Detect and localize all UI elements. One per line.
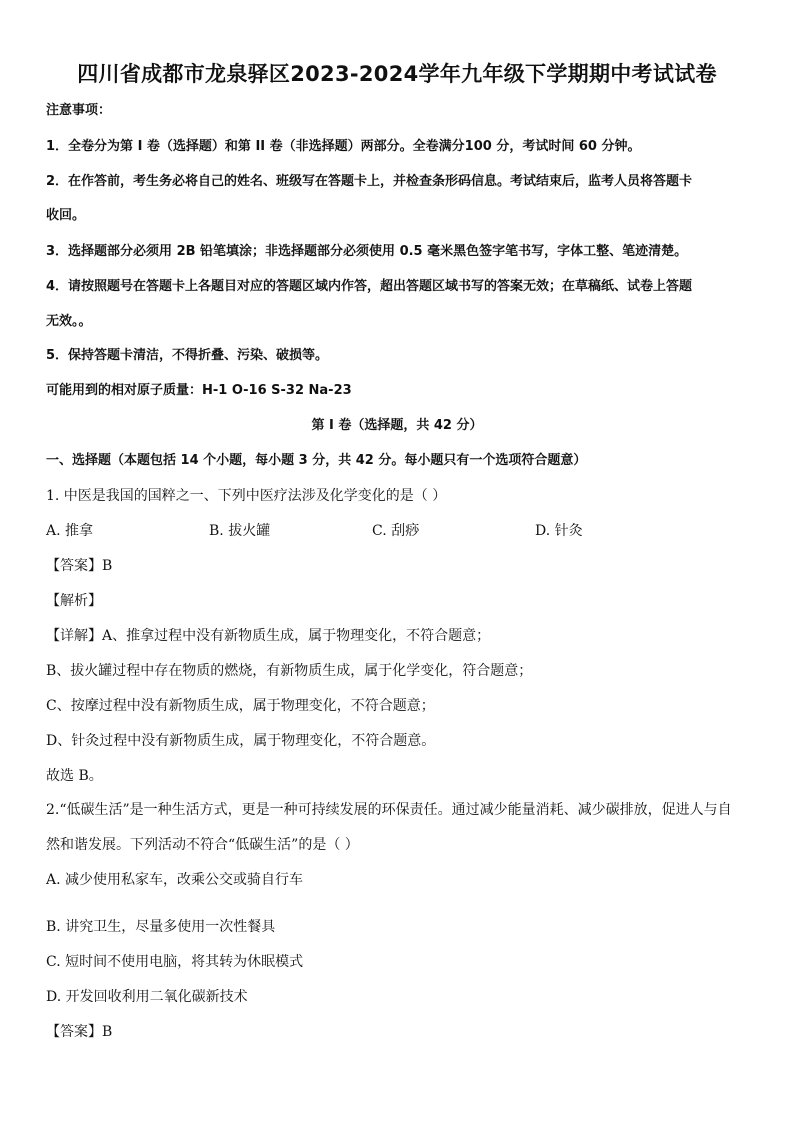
notice-item-4-cont: 无效。。 (46, 314, 92, 329)
notice-item-4: 4．请按照题号在答题卡上各题目对应的答题区域内作答，超出答题区域书写的答案无效；在草稿纸、试卷上答题 (46, 279, 693, 294)
question-2-option-a: A. 减少使用私家车，改乘公交或骑自行车 (46, 872, 304, 888)
question-1-analysis-heading: 【解析】 (46, 593, 102, 609)
notice-item-5: 5．保持答题卡清洁，不得折叠、污染、破损等。 (46, 348, 329, 363)
notice-item-2-cont: 收回。 (46, 208, 86, 223)
question-1-detail-4: D、针灸过程中没有新物质生成，属于物理变化，不符合题意。 (46, 733, 436, 749)
question-1-detail-2: B、拔火罐过程中存在物质的燃烧，有新物质生成，属于化学变化，符合题意； (46, 663, 533, 679)
question-2-option-b: B. 讲究卫生，尽量多使用一次性餐具 (46, 919, 276, 935)
notice-item-3: 3．选择题部分必须用 2B 铅笔填涂；非选择题部分必须使用 0.5 毫米黑色签字笔书写，字体工整、笔迹清楚。 (46, 244, 688, 259)
question-2-option-c: C. 短时间不使用电脑，将其转为休眠模式 (46, 954, 304, 970)
question-1-detail-1: 【详解】A、推拿过程中没有新物质生成，属于物理变化，不符合题意； (46, 628, 491, 644)
notice-item-1: 1．全卷分为第 I 卷（选择题）和第 II 卷（非选择题）两部分。全卷满分100 分，考试时间 60 分钟。 (46, 139, 641, 154)
question-1-option-c: C. 刮痧 (372, 523, 420, 539)
question-1-stem: 1. 中医是我国的国粹之一、下列中医疗法涉及化学变化的是（ ） (46, 488, 447, 504)
notice-heading: 注意事项： (46, 103, 112, 118)
notice-item-2: 2．在作答前，考生务必将自己的姓名、班级写在答题卡上，并检查条形码信息。考试结束后，监考人员将答题卡 (46, 174, 693, 189)
question-1-detail-3: C、按摩过程中没有新物质生成，属于物理变化，不符合题意； (46, 698, 435, 714)
question-1-option-a: A. 推拿 (46, 523, 94, 539)
atomic-mass-note: 可能用到的相对原子质量：H-1 O-16 S-32 Na-23 (46, 383, 352, 398)
question-2-stem-line-1: 2.“低碳生活”是一种生活方式，更是一种可持续发展的环保责任。通过减少能量消耗、减少碳排放，促进人与自 (46, 802, 732, 818)
page-title: 四川省成都市龙泉驿区2023-2024学年九年级下学期期中考试试卷 (77, 62, 717, 86)
section-instruction: 一、选择题（本题包括 14 个小题，每小题 3 分，共 42 分。每小题只有一个选项符合题意） (46, 453, 587, 468)
question-2-option-d: D. 开发回收利用二氧化碳新技术 (46, 989, 248, 1005)
question-1-option-d: D. 针灸 (535, 523, 583, 539)
question-2-stem-line-2: 然和谐发展。下列活动不符合“低碳生活”的是（ ） (46, 837, 359, 853)
section-heading: 第 I 卷（选择题，共 42 分） (311, 418, 483, 433)
question-1-option-b: B. 拔火罐 (209, 523, 271, 539)
question-1-answer: 【答案】B (46, 558, 113, 574)
question-2-answer: 【答案】B (46, 1024, 113, 1040)
question-1-conclusion: 故选 B。 (46, 768, 103, 784)
